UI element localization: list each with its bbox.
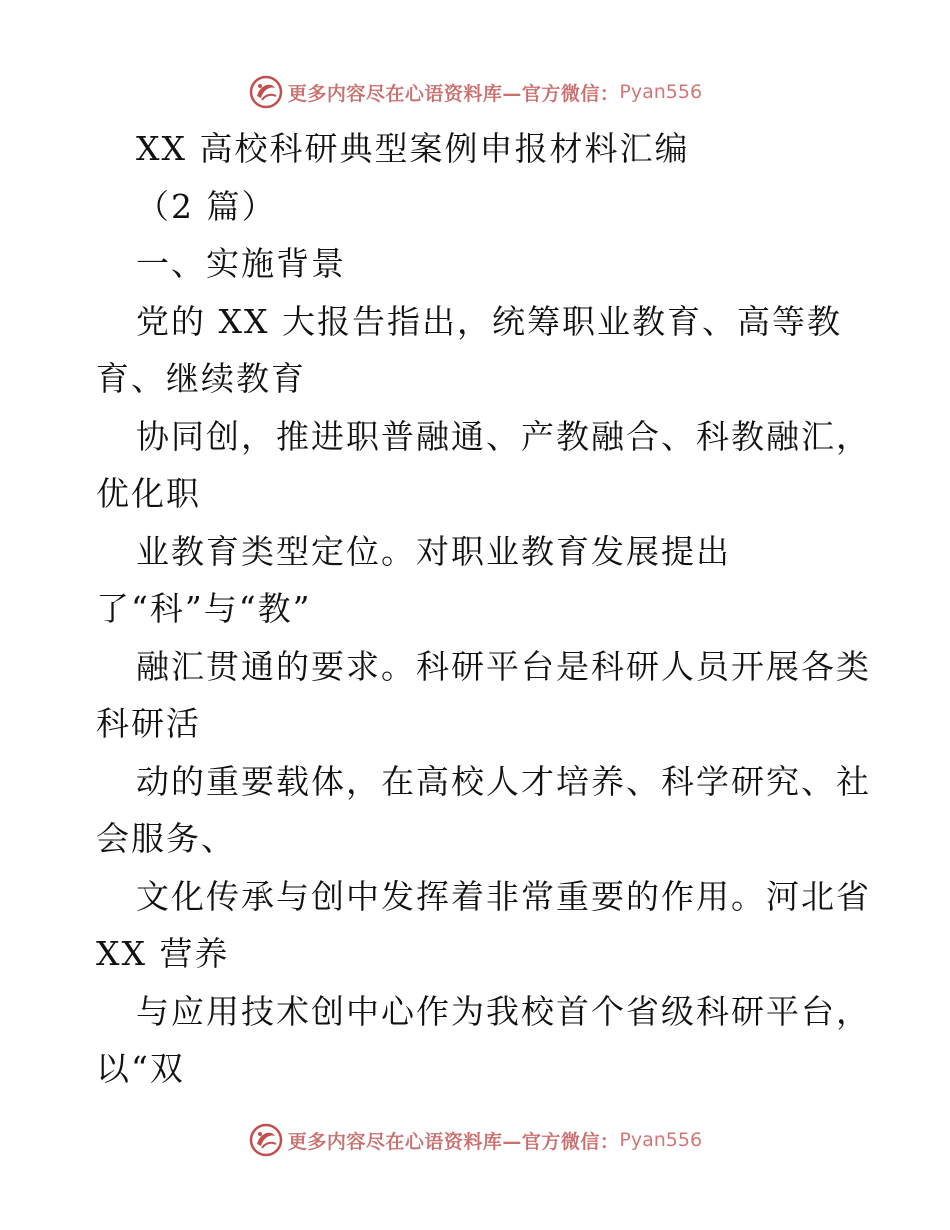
watermark-wechat-id: Pyan556 xyxy=(619,1129,703,1151)
text-line: 文化传承与创中发挥着非常重要的作用。河北省 xyxy=(136,876,871,916)
text-line: 党的 XX 大报告指出，统筹职业教育、高等教 xyxy=(136,301,842,341)
document-body xyxy=(96,120,871,1098)
document-subtitle: （2 篇） xyxy=(136,186,277,226)
red-swirl-logo-icon xyxy=(248,1122,284,1158)
text-line: 与应用技术创中心作为我校首个省级科研平台， xyxy=(136,991,871,1031)
document-title: XX 高校科研典型案例申报材料汇编 xyxy=(136,129,690,168)
text-line: 协同创，推进职普融通、产教融合、科教融汇， xyxy=(136,416,871,456)
text-line: 动的重要载体，在高校人才培养、科学研究、社 xyxy=(136,761,871,801)
text-line: XX 营养 xyxy=(96,934,230,973)
text-line: 以“双 xyxy=(96,1049,185,1088)
text-line: 科研活 xyxy=(96,704,201,743)
body-paragraph xyxy=(96,293,871,1098)
red-swirl-logo-icon xyxy=(248,74,284,110)
text-line: 了“科”与“教” xyxy=(96,589,312,628)
header-watermark xyxy=(0,70,950,114)
watermark-text: 更多内容尽在心语资料库—官方微信： xyxy=(287,1130,620,1153)
text-line: 业教育类型定位。对职业教育发展提出 xyxy=(136,531,731,571)
text-line: 优化职 xyxy=(96,474,201,513)
watermark-text: 更多内容尽在心语资料库—官方微信： xyxy=(287,82,620,105)
text-line: 会服务、 xyxy=(96,819,236,858)
footer-watermark xyxy=(0,1118,950,1162)
section-heading: 一、实施背景 xyxy=(136,244,346,283)
text-line: 育、继续教育 xyxy=(96,359,306,398)
watermark-wechat-id: Pyan556 xyxy=(619,81,703,103)
text-line: 融汇贯通的要求。科研平台是科研人员开展各类 xyxy=(136,646,871,686)
